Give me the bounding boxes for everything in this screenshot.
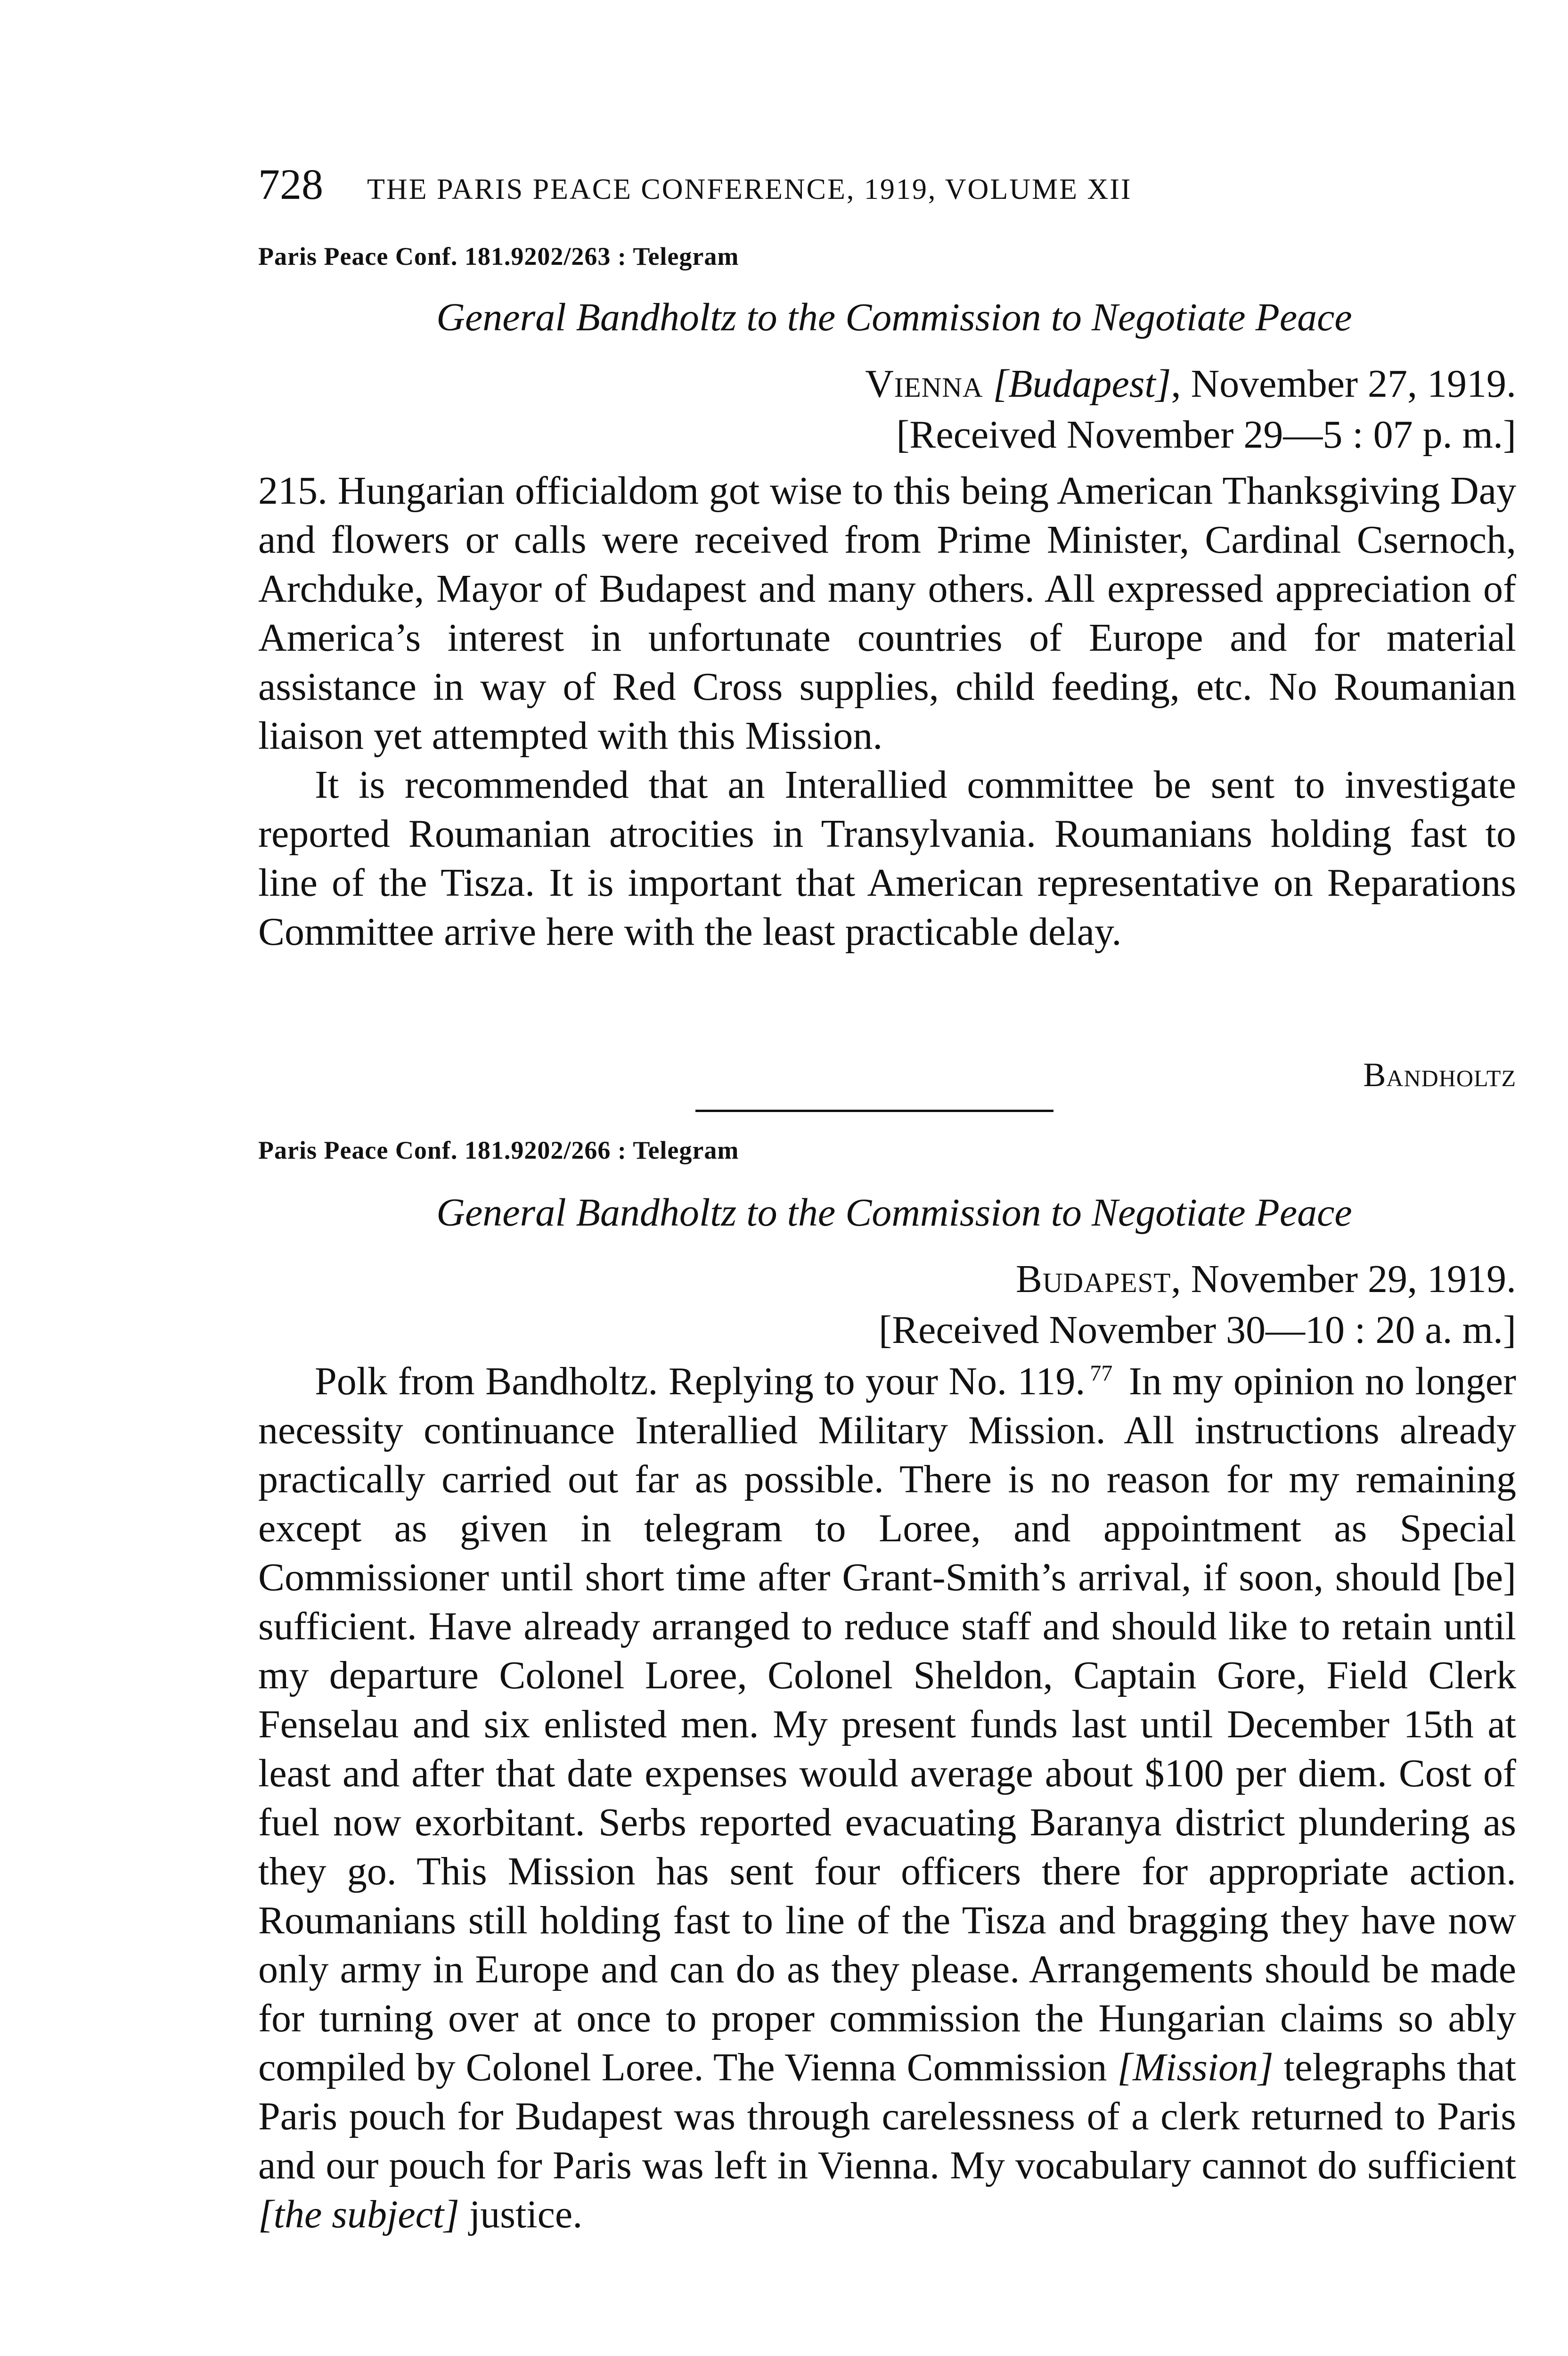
doc1-place-note: [Budapest] [993, 362, 1171, 406]
footnote-reference-77: 77 [1090, 1361, 1113, 1386]
doc1-signature: Bandholtz [1363, 1056, 1516, 1094]
page-number: 728 [258, 160, 323, 208]
doc2-title: General Bandholtz to the Commission to Negotiate Peace [436, 1191, 1352, 1235]
doc1-paragraph-1-text: Hungarian officialdom got wise to this being American Thanksgiving Day and flowers or calls were received from Prime Minister, Cardinal Csernoch, Archduke, Mayor of Budapest and many others. All expressed appreciation of America’s interest in unfortunate countries of Europe and for material assistance in way of Red Cross supplies, child feeding, etc. No Roumanian liaison yet attempted with this Mission. [258, 469, 1516, 758]
doc1-body [258, 466, 1516, 957]
doc2-text-part-2: In my opinion no longer necessity continuance Interallied Military Mission. All instructions already practically carried out far as possible. There is no reason for my remaining except as given in telegram to Loree, and appointment as Special Commissioner until short time after Grant-Smith’s arrival, if soon, should [be] sufficient. Have already arranged to reduce staff and should like to retain until my departure Colonel Loree, Colonel Sheldon, Captain Gore, Field Clerk Fenselau and six enlisted men. My present funds last until December 15th at least and after that date expenses would average about $100 per diem. Cost of fuel now exorbitant. Serbs reported evacuating Baranya district plundering as they go. This Mission has sent four officers there for appropriate action. Roumanians still holding fast to line of the Tisza and bragging they have now only army in Europe and can do as they please. Arrangements should be made for turning over at once to proper commission the Hungarian claims so ably compiled by Colonel Loree. The Vienna Commission [258, 1359, 1516, 2089]
doc2-text-part-3: telegraphs that Paris pouch for Budapest was through carelessness of a clerk returned to Paris and our pouch for Paris was left in Vienna. My vocabulary cannot do sufficient [258, 2045, 1516, 2187]
doc1-paragraph-2 [258, 761, 1516, 957]
doc2-text-part-4: justice. [459, 2192, 583, 2236]
doc1-paragraph-1 [258, 466, 1516, 761]
doc2-date: , November 29, 1919. [1171, 1257, 1516, 1301]
doc2-paragraph-1 [258, 1357, 1516, 2239]
doc2-text-part-1: Polk from Bandholtz. Replying to your No. 119. [315, 1359, 1086, 1403]
doc1-paragraph-number: 215. [258, 469, 327, 513]
doc1-place-date [258, 363, 1516, 406]
doc1-received: [Received November 29—5 : 07 p. m.] [896, 413, 1516, 457]
doc1-date: , November 27, 1919. [1171, 362, 1516, 406]
running-head: THE PARIS PEACE CONFERENCE, 1919, VOLUME XII [367, 173, 1132, 205]
doc2-place: Budapest [1015, 1257, 1171, 1301]
doc1-place: Vienna [865, 362, 983, 406]
doc1-title: General Bandholtz to the Commission to Negotiate Peace [436, 295, 1352, 339]
doc2-received: [Received November 30—10 : 20 a. m.] [879, 1308, 1516, 1352]
section-divider-rule [695, 1110, 1054, 1112]
doc2-place-date [258, 1258, 1516, 1301]
page-header [258, 160, 1398, 219]
doc2-italic-subject: [the subject] [258, 2192, 459, 2236]
doc1-source-line: Paris Peace Conf. 181.9202/263 : Telegram [258, 242, 739, 270]
doc2-source-line: Paris Peace Conf. 181.9202/266 : Telegram [258, 1136, 739, 1164]
doc1-paragraph-2-text: It is recommended that an Interallied committee be sent to investigate reported Roumanian atrocities in Transylvania. Roumanians holding fast to line of the Tisza. It is important that American representative on Reparations Committee arrive here with the least practicable delay. [258, 763, 1516, 954]
doc2-body [258, 1357, 1516, 2239]
doc2-italic-mission: [Mission] [1117, 2045, 1274, 2089]
